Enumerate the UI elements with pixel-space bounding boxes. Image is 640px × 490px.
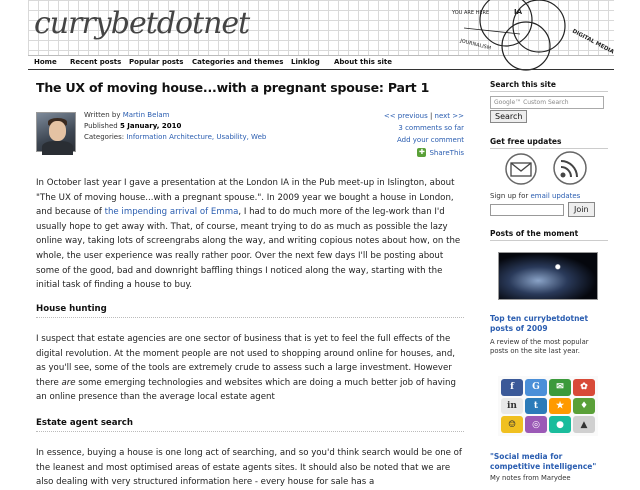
- updates-heading: Get free updates: [490, 137, 608, 149]
- emma-link[interactable]: the impending arrival of Emma: [104, 207, 239, 218]
- post-meta: [36, 110, 464, 170]
- venn-label-you-are-here: YOU ARE HERE: [452, 10, 490, 16]
- nav-recent-posts[interactable]: Recent posts: [70, 58, 122, 66]
- top-ten-thumbnail[interactable]: [498, 252, 598, 300]
- nav-linklog[interactable]: Linklog: [291, 58, 320, 66]
- email-updates-link[interactable]: email updates: [530, 192, 581, 200]
- share-this-button[interactable]: ✚ ShareThis: [419, 148, 464, 157]
- paragraph-house-hunting: I suspect that estate agencies are one sector of business that is yet to feel the full effects of the digital revolution. At the moment people are not used to shopping around online for houses, and, as you'll see, some of the tools are extremely crude to assess such a large investment. However there are some emerging technologies and websites which are doing a much better job of having an online presence than the average local estate agent: [36, 334, 456, 403]
- next-link[interactable]: next >>: [434, 112, 464, 120]
- nav-home[interactable]: Home: [34, 58, 57, 66]
- search-button[interactable]: Search: [490, 110, 527, 123]
- search-input[interactable]: Google™ Custom Search: [490, 96, 604, 109]
- previous-link[interactable]: << previous: [383, 112, 428, 120]
- site-logo[interactable]: currybetdotnet: [34, 6, 250, 41]
- venn-label-ia: IA: [514, 8, 523, 16]
- heading-house-hunting: House hunting: [36, 304, 464, 318]
- social-media-link[interactable]: "Social media for competitive intelligence": [490, 452, 597, 471]
- rss-feed-icon[interactable]: [552, 150, 588, 186]
- top-ten-link[interactable]: Top ten currybetdotnet posts of 2009: [490, 314, 589, 333]
- posts-of-moment-heading: Posts of the moment: [490, 229, 608, 241]
- top-ten-description: A review of the most popular posts on the site last year.: [490, 338, 589, 355]
- post-title: The UX of moving house...with a pregnant spouse: Part 1: [36, 80, 430, 95]
- social-media-description: My notes from Marydee: [490, 474, 571, 482]
- main-nav: [28, 56, 614, 70]
- heading-estate-agent-search: Estate agent search: [36, 418, 464, 432]
- post-actions: << previous | next >> 3 comments so far Add your comment ✚ ShareThis: [383, 112, 464, 157]
- site-header: [28, 0, 614, 56]
- search-heading: Search this site: [490, 80, 608, 92]
- venn-diagram-graphic: [444, 0, 614, 56]
- nav-about[interactable]: About this site: [334, 58, 392, 66]
- email-field[interactable]: [490, 204, 564, 216]
- share-icon: ✚: [419, 148, 425, 156]
- join-button[interactable]: Join: [568, 202, 595, 217]
- category-links[interactable]: Information Architecture, Usability, Web: [126, 133, 267, 141]
- sidebar: [490, 80, 608, 482]
- author-avatar: [36, 112, 76, 152]
- add-comment-link[interactable]: Add your comment: [397, 136, 464, 144]
- nav-categories[interactable]: Categories and themes: [192, 58, 284, 66]
- post-date: 5 January, 2010: [119, 122, 182, 130]
- nav-popular-posts[interactable]: Popular posts: [129, 58, 184, 66]
- author-link[interactable]: Martin Belam: [122, 111, 170, 119]
- email-envelope-icon[interactable]: [504, 152, 538, 186]
- post-byline: Written by Martin Belam Published 5 January, 2010 Categories: Information Architecture, Usability, Web: [84, 111, 267, 141]
- social-media-thumbnail[interactable]: f G ✉ ✿ in t ★ ♦ ☺ ◎ ● ▲: [498, 376, 598, 436]
- paragraph-estate-search: In essence, buying a house is one long act of searching, and so you'd think search would be one of the leanest and most optimised areas of estate agents sites. It should also be noted that we are also dealing with very structured information here - every house for sale has a: [36, 448, 462, 488]
- signup-text: Sign up for email updates: [490, 192, 581, 200]
- paragraph-intro: In October last year I gave a presentation at the London IA in the Pub meet-up in Islington, about "The UX of moving house...with a pregnant spouse.". In 2009 year we bought a house in London, and because of the impending arrival of Emma, I had to do much more of the leg-work than I'd usually hope to get away with. That, of course, meant trying to do as much as possible the lazy online way, taking lots of screengrabs along the way, and writing copious notes about how, on the whole, the user experience was really rather poor. Over the next few days I'll be posting about some of the good, bad and downright baffling things I noticed along the way, starting with the initial task of finding a house to buy.: [36, 178, 461, 291]
- venn-label-digital-media: DIGITAL MEDIA: [571, 28, 615, 56]
- main-content: [36, 80, 464, 488]
- venn-label-journalism: JOURNALISM: [459, 38, 492, 52]
- comments-count-link[interactable]: 3 comments so far: [398, 124, 464, 132]
